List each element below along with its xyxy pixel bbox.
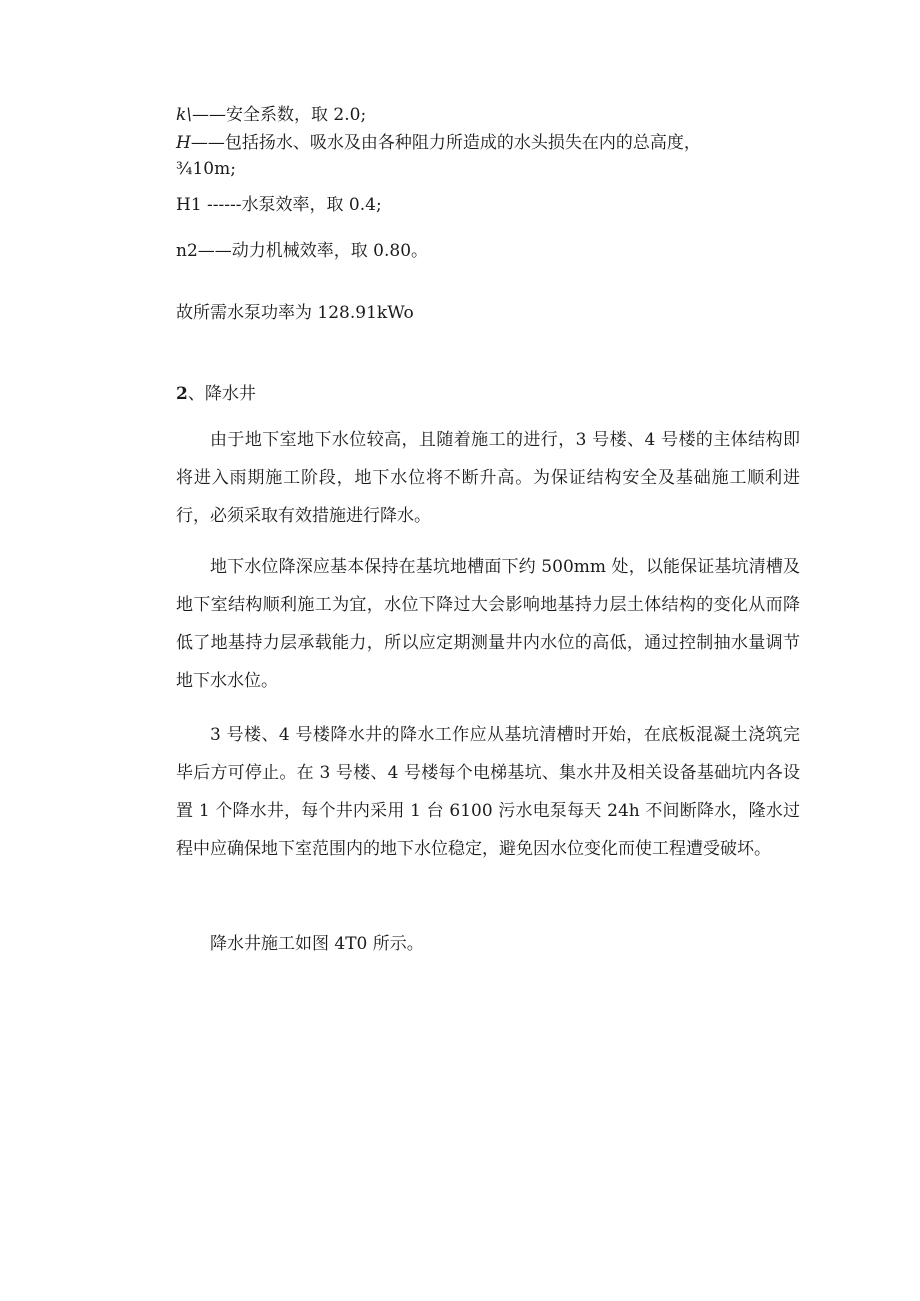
section-separator: 、 bbox=[187, 384, 205, 404]
formula-note-h-continuation: ¾10m; bbox=[176, 159, 236, 179]
formula-note-k1 bbox=[176, 103, 366, 127]
section-number: 2 bbox=[176, 384, 188, 404]
note-h-text: ——包括扬水、吸水及由各种阻力所造成的水头损失在内的总高度， bbox=[190, 133, 701, 153]
paragraph-3: 3 号楼、4 号楼降水井的降水工作应从基坑清槽时开始，在底板混凝土浇筑完毕后方可停止。在 3 号楼、4 号楼每个电梯基坑、集水井及相关设备基础坑内各设置 1 个降水井，每个井内采用 1 台 6100 污水电泵每天 24h 不间断降水，隆水过程中应确保地下室范围内的地下水位稳定，避免因水位变化而使工程遭受破坏。 bbox=[176, 725, 800, 859]
symbol-k1: k\ bbox=[176, 105, 193, 125]
paragraph-1: 由于地下室地下水位较高，且随着施工的进行，3 号楼、4 号楼的主体结构即将进入雨期施工阶段，地下水位将不断升高。为保证结构安全及基础施工顺利进行，必须采取有效措施进行降水。 bbox=[176, 430, 800, 526]
note-k1-text: ——安全系数，取 2.0; bbox=[192, 105, 367, 125]
formula-note-h bbox=[176, 131, 701, 155]
symbol-h: H bbox=[176, 133, 191, 153]
pump-power-result: 故所需水泵功率为 128.91kWo bbox=[176, 303, 414, 323]
section-heading bbox=[176, 382, 256, 406]
formula-note-eta2: n2——动力机械效率，取 0.80。 bbox=[176, 241, 429, 261]
paragraph-2: 地下水位降深应基本保持在基坑地槽面下约 500mm 处，以能保证基坑清槽及地下室结构顺利施工为宜，水位下降过大会影响地基持力层土体结构的变化从而降低了地基持力层承载能力，所以应定期测量井内水位的高低，通过控制抽水量调节地下水水位。 bbox=[176, 557, 800, 691]
formula-note-eta1: H1 ------水泵效率，取 0.4; bbox=[176, 195, 382, 215]
section-title: 降水井 bbox=[204, 384, 256, 404]
paragraph-4: 降水井施工如图 4T0 所示。 bbox=[210, 934, 424, 954]
